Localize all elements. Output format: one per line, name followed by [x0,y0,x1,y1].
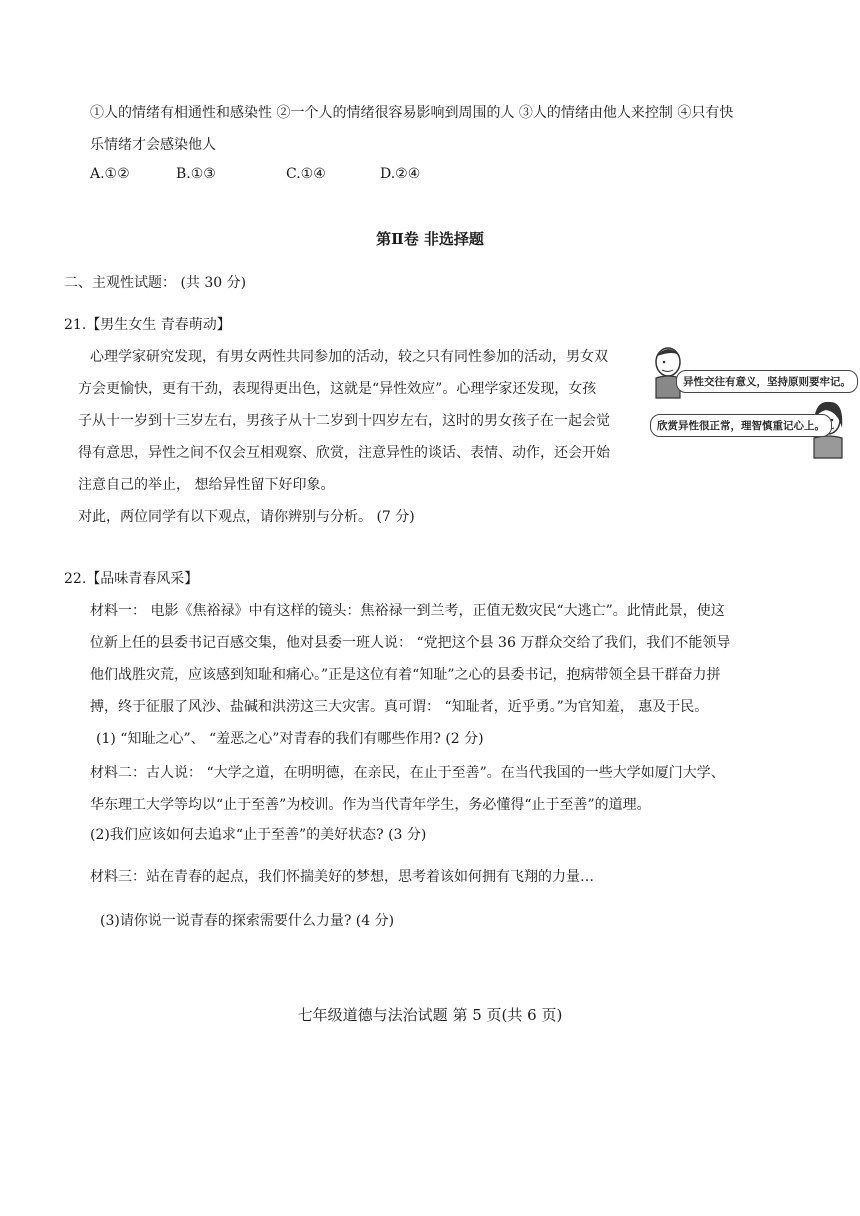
students-cartoon-icon [654,336,844,466]
q22-material-1-line: 他们战胜灾荒，应该感到知耻和痛心。”正是这位有着“知耻”之心的县委书记，抱病带领全县干群奋力拼 [90,667,721,683]
q20-option-d: D.②④ [380,166,421,182]
q21-bubble-girl: 欣赏异性很正常，理智慎重记心上。 [650,414,832,437]
q22-question-2: (2)我们应该如何去追求“止于至善”的美好状态? (3 分) [90,827,427,843]
q22-material-3: 材料三：站在青春的起点，我们怀揣美好的梦想，思考着该如何拥有飞翔的力量… [90,869,594,885]
q22-material-2-line: 材料二：古人说： “大学之道，在明明德，在亲民，在止于至善”。在当代我国的一些大学如厦门大学、 [90,765,725,781]
q22-material-1-line: 位新上任的县委书记百感交集，他对县委一班人说： “党把这个县 36 万群众交给了我们，我们不能领导 [90,635,731,651]
q21-illustration [654,336,851,466]
section-title: 第Ⅱ卷 非选择题 [376,230,484,248]
q21-text-line: 方会更愉快，更有干劲，表现得更出色，这就是“异性效应”。心理学家还发现，女孩 [78,381,597,397]
q22-title: 22.【品味青春风采】 [64,571,199,587]
q20-option-c: C.①④ [286,166,326,182]
q22-material-1-line: 材料一： 电影《焦裕禄》中有这样的镜头：焦裕禄一到兰考，正值无数灾民“大逃亡”。此情此景，使这 [90,603,725,619]
q21-text-line: 心理学家研究发现，有男女两性共同参加的活动，较之只有同性参加的活动，男女双 [90,349,608,365]
q21-question: 对此，两位同学有以下观点，请你辨别与分析。 (7 分) [78,509,415,525]
q22-question-3: (3)请你说一说青春的探索需要什么力量? (4 分) [100,913,395,929]
q21-text-line: 得有意思，异性之间不仅会互相观察、欣赏，注意异性的谈话、表情、动作，还会开始 [78,445,610,461]
section-heading: 二、主观性试题： (共 30 分) [64,275,247,291]
page-footer: 七年级道德与法治试题 第 5 页(共 6 页) [297,1006,563,1024]
q20-option-a: A.①② [90,166,130,182]
q22-material-2-line: 华东理工大学等均以“止于至善”为校训。作为当代青年学生，务必懂得“止于至善”的道理。 [90,797,651,813]
q21-text-line: 注意自己的举止， 想给异性留下好印象。 [78,477,335,493]
q20-statement-line-2: 乐情绪才会感染他人 [90,137,216,153]
q22-question-1: (1) “知耻之心”、 “羞恶之心”对青春的我们有哪些作用? (2 分) [96,731,484,747]
q21-bubble-boy: 异性交往有意义，坚持原则要牢记。 [676,370,858,393]
q22-material-1-line: 搏，终于征服了风沙、盐碱和洪涝这三大灾害。真可谓： “知耻者，近乎勇。”为官知羞， 惠及于民。 [90,699,709,715]
q21-text-line: 子从十一岁到十三岁左右，男孩子从十二岁到十四岁左右，这时的男女孩子在一起会觉 [78,413,610,429]
q20-statement-line-1: ①人的情绪有相通性和感染性 ②一个人的情绪很容易影响到周围的人 ③人的情绪由他人来控制 ④只有快 [90,105,734,121]
q20-option-b: B.①③ [176,166,216,182]
q21-title: 21.【男生女生 青春萌动】 [64,317,231,333]
